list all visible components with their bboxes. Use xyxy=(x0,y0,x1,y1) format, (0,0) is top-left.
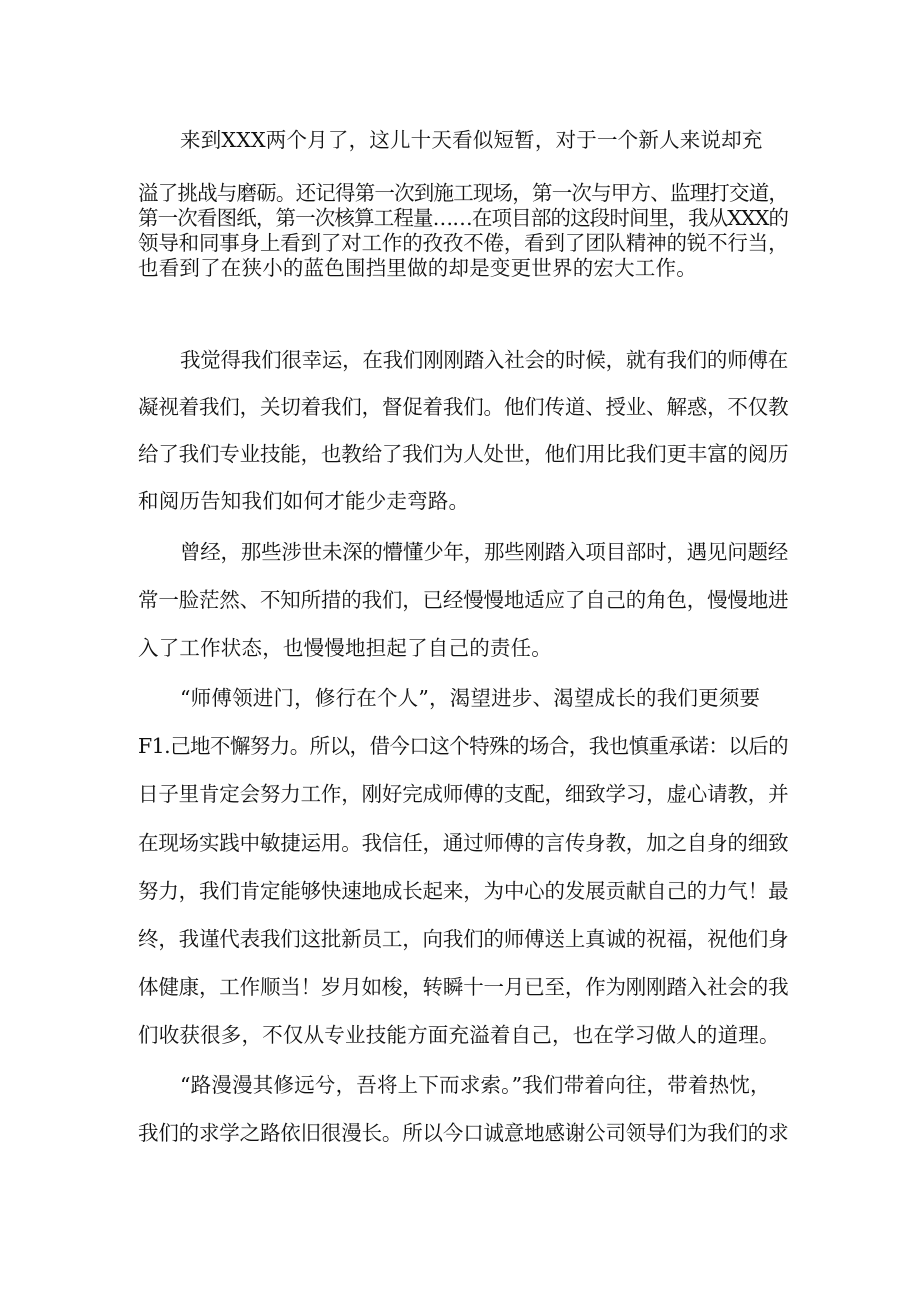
paragraph-4-line-2: F1.己地不懈努力。所以，借今口这个特殊的场合，我也慎重承诺：以后的 xyxy=(138,734,789,758)
paragraph-4-line-8: 们收获很多，不仅从专业技能方面充溢着自己，也在学习做人的道理。 xyxy=(138,1023,780,1047)
paragraph-5-line-2: 我们的求学之路依旧很漫长。所以今口诚意地感谢公司领导们为我们的求 xyxy=(138,1121,789,1145)
paragraph-5-line-1: “路漫漫其修远兮，吾将上下而求索。”我们带着向往，带着热忱， xyxy=(180,1073,771,1097)
paragraph-3-line-1: 曾经，那些涉世未深的懵懂少年，那些刚踏入项目部时，遇见问题经 xyxy=(180,540,788,564)
paragraph-4-line-6: 终，我谨代表我们这批新员工，向我们的师傅送上真诚的祝福，祝他们身 xyxy=(138,927,789,951)
paragraph-2-line-4: 和阅历告知我们如何才能少走弯路。 xyxy=(138,489,470,513)
paragraph-2-line-2: 凝视着我们，关切着我们，督促着我们。他们传道、授业、解惑，不仅教 xyxy=(138,395,789,419)
paragraph-4-line-7: 体健康，工作顺当！岁月如梭，转瞬十一月已至，作为刚刚踏入社会的我 xyxy=(138,975,789,999)
paragraph-4-line-5: 努力，我们肯定能够快速地成长起来，为中心的发展贡献自己的力气！最 xyxy=(138,879,789,903)
paragraph-3-line-3: 入了工作状态，也慢慢地担起了自己的责任。 xyxy=(138,636,552,660)
paragraph-1-line-5: 也看到了在狭小的蓝色围挡里做的却是变更世界的宏大工作。 xyxy=(138,256,697,280)
paragraph-4-line-4: 在现场实践中敏捷运用。我信任，通过师傅的言传身教，加之自身的细致 xyxy=(138,831,789,855)
paragraph-3-line-2: 常一脸茫然、不知所措的我们，已经慢慢地适应了自己的角色，慢慢地进 xyxy=(138,588,789,612)
paragraph-1-line-2: 溢了挑战与磨砺。还记得第一次到施工现场，第一次与甲方、监理打交道， xyxy=(138,181,789,205)
paragraph-4-line-1: “师傅领进门，修行在个人”，渴望进步、渴望成长的我们更须要 xyxy=(180,686,761,710)
paragraph-2-line-3: 给了我们专业技能，也教给了我们为人处世，他们用比我们更丰富的阅历 xyxy=(138,442,789,466)
paragraph-1-line-3: 第一次看图纸，第一次核算工程量……在项目部的这段时间里，我从XXX的 xyxy=(138,206,789,230)
paragraph-1-line-4: 领导和同事身上看到了对工作的孜孜不倦，看到了团队精神的锐不行当， xyxy=(138,231,789,255)
paragraph-4-line-3: 日子里肯定会努力工作，刚好完成师傅的支配，细致学习，虚心请教，并 xyxy=(138,782,789,806)
paragraph-1-line-1: 来到XXX两个月了，这儿十天看似短暂，对于一个新人来说却充 xyxy=(180,128,763,152)
paragraph-2-line-1: 我觉得我们很幸运，在我们刚刚踏入社会的时候，就有我们的师傅在 xyxy=(180,348,788,372)
